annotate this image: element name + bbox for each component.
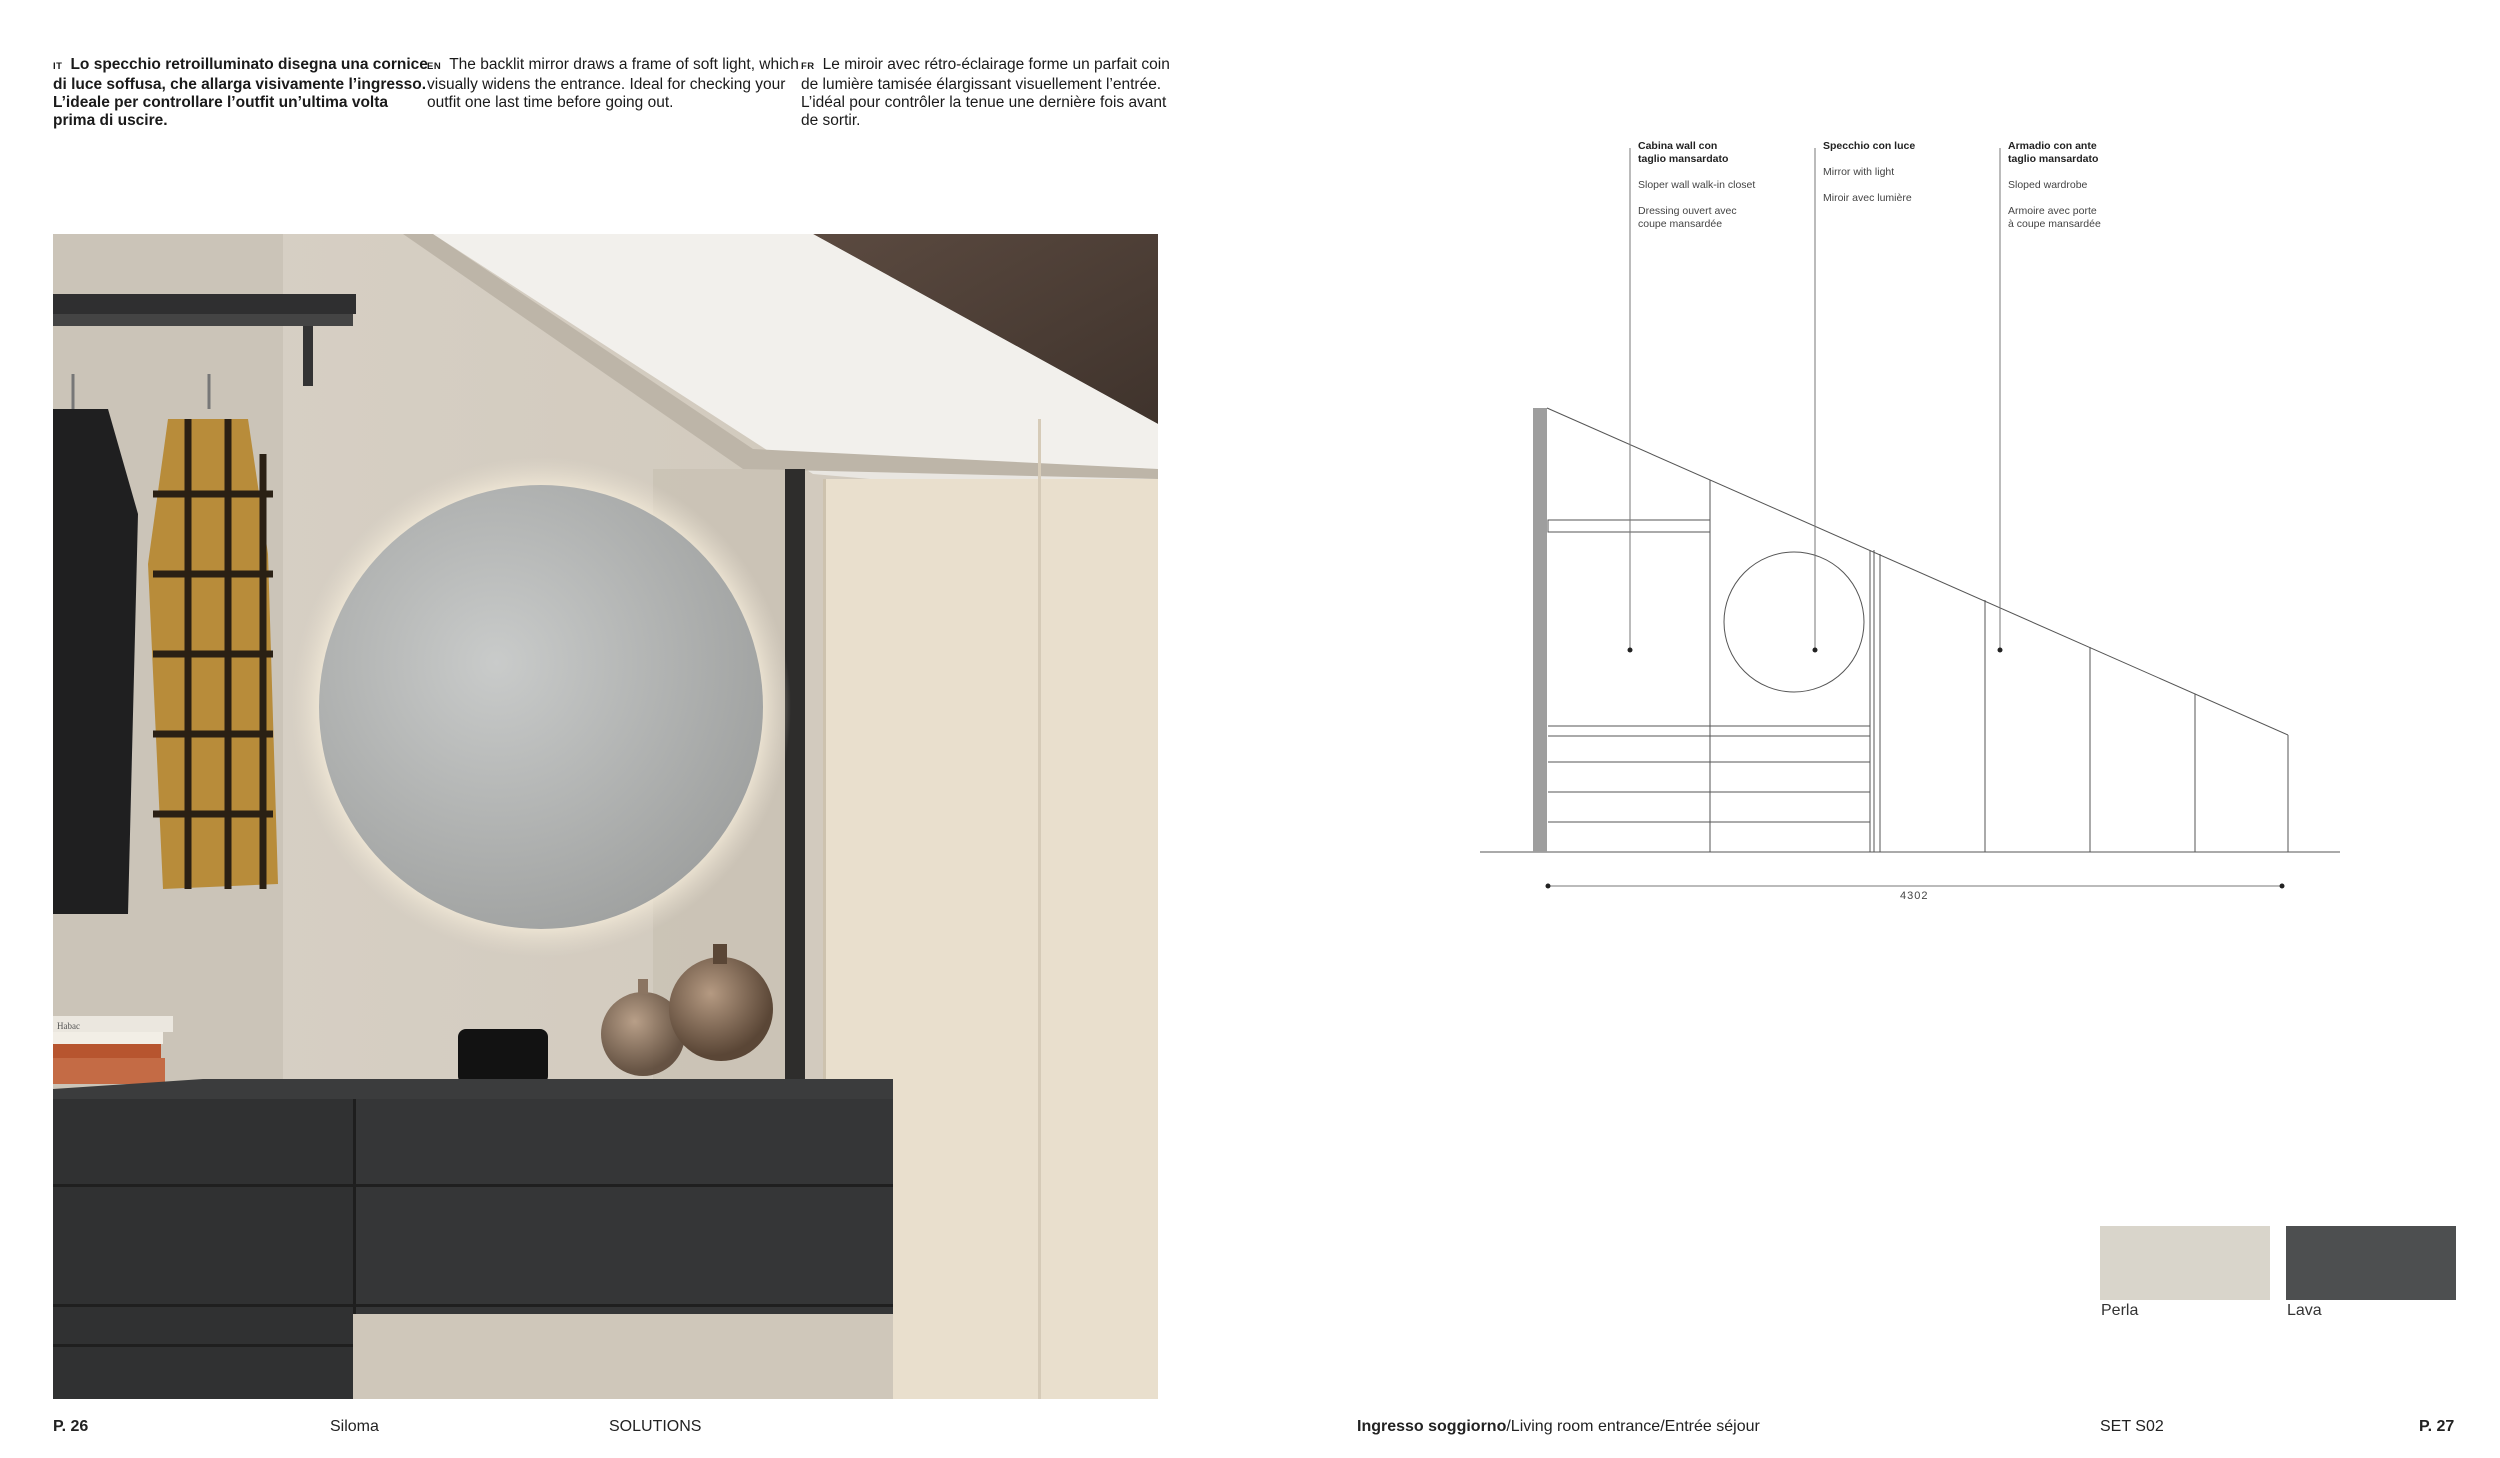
- photo-illustration: [53, 234, 1158, 1399]
- elevation-drawing: [1480, 130, 2360, 930]
- intro-en-text: The backlit mirror draws a frame of soft light, which visually widens the entrance. Ideal for checking your outfit one last time before going out.: [427, 56, 799, 111]
- set-code: SET S02: [2100, 1418, 2164, 1435]
- lang-tag-fr: FR: [801, 61, 815, 72]
- callout-2-fr: Miroir avec lumière: [1823, 192, 1912, 204]
- callout-3-en: Sloped wardrobe: [2008, 179, 2088, 191]
- lang-tag-it: IT: [53, 61, 63, 72]
- callout-mirror: [1823, 140, 1993, 218]
- swatch-perla: [2100, 1226, 2270, 1300]
- swatch-lava-label: Lava: [2287, 1302, 2322, 1319]
- intro-it: [53, 56, 433, 130]
- swatch-lava: [2286, 1226, 2456, 1300]
- page-number-left: P. 26: [53, 1418, 89, 1435]
- spread-title: [1357, 1418, 1760, 1436]
- callout-3-fr: Armoire avec porte à coupe mansardée: [2008, 205, 2101, 230]
- swatch-perla-label: Perla: [2101, 1302, 2139, 1319]
- intro-it-text: Lo specchio retroilluminato disegna una cornice di luce soffusa, che allarga visivamente l’ingresso. L’ideale per controllare l’outfit un’ultima volta prima di uscire.: [53, 56, 428, 129]
- lang-tag-en: EN: [427, 61, 442, 72]
- callout-1-fr: Dressing ouvert avec coupe mansardée: [1638, 205, 1737, 230]
- callout-walk-in-closet: [1638, 140, 1808, 244]
- spread-title-translations: /Living room entrance/Entrée séjour: [1506, 1418, 1760, 1435]
- book-title: Habac: [57, 1021, 80, 1031]
- intro-fr-text: Le miroir avec rétro-éclairage forme un parfait coin de lumière tamisée élargissant visuellement l’entrée. L’idéal pour contrôler la tenue une dernière fois avant de sortir.: [801, 56, 1170, 129]
- callout-2-en: Mirror with light: [1823, 166, 1895, 178]
- callout-1-en: Sloper wall walk-in closet: [1638, 179, 1756, 191]
- intro-en: [427, 56, 807, 112]
- technical-drawing: [1480, 130, 2360, 930]
- callout-1-title: Cabina wall con taglio mansardato: [1638, 140, 1729, 165]
- intro-fr: [801, 56, 1181, 130]
- dimension-label: 4302: [1900, 890, 1929, 902]
- brand-name: Siloma: [330, 1418, 379, 1435]
- callout-3-title: Armadio con ante taglio mansardato: [2008, 140, 2099, 165]
- page-number-right: P. 27: [2419, 1418, 2455, 1435]
- section-name: SOLUTIONS: [609, 1418, 702, 1435]
- product-photo: [53, 234, 1158, 1399]
- spread-title-main: Ingresso soggiorno: [1357, 1418, 1507, 1435]
- callout-wardrobe: [2008, 140, 2178, 244]
- callout-2-title: Specchio con luce: [1823, 140, 1916, 152]
